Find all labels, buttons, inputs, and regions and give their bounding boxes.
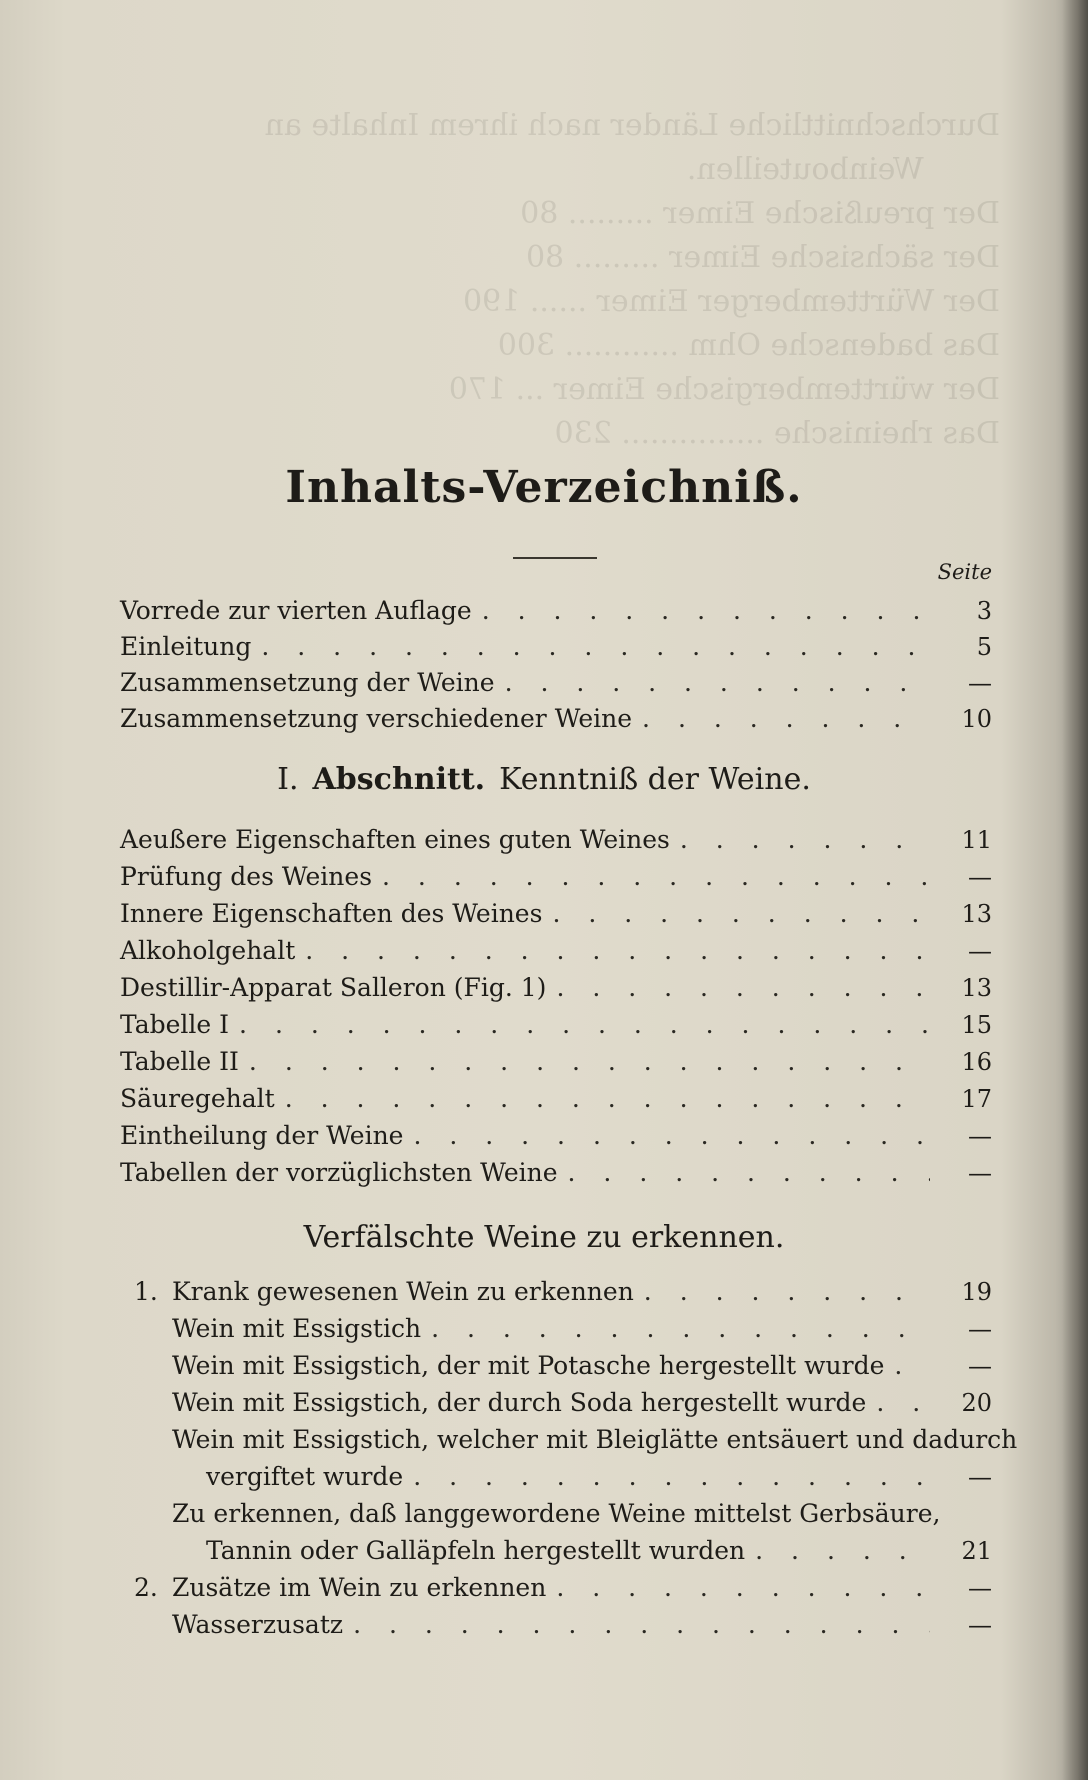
section-heading-2: Verfälschte Weine zu erkennen. bbox=[303, 1220, 785, 1255]
toc-entry-label: Krank gewesenen Wein zu erkennen bbox=[172, 1277, 634, 1306]
toc-entry bbox=[206, 1459, 992, 1495]
toc-entry-label: Zusammensetzung der Weine bbox=[120, 668, 495, 697]
toc-entry-label: Innere Eigenschaften des Weines bbox=[120, 899, 543, 928]
toc-entry-page: 19 bbox=[961, 1278, 992, 1306]
leader-dots bbox=[556, 1570, 930, 1606]
toc-entry-label: Zusätze im Wein zu erkennen bbox=[172, 1573, 547, 1602]
toc-entry bbox=[134, 1348, 992, 1384]
toc-entry bbox=[120, 593, 992, 629]
toc-entry-label: Säuregehalt bbox=[120, 1084, 275, 1113]
toc-entry-label: Tabelle II bbox=[120, 1047, 239, 1076]
leader-dots bbox=[353, 1607, 930, 1643]
toc-entry bbox=[120, 1118, 992, 1154]
toc-entry-label: Eintheilung der Weine bbox=[120, 1121, 404, 1150]
toc-entry bbox=[120, 822, 992, 858]
toc-entry bbox=[134, 1385, 992, 1421]
toc-entry-page: 17 bbox=[961, 1085, 992, 1113]
toc-entry-page: 15 bbox=[961, 1011, 992, 1039]
toc-entry-page: — bbox=[968, 1352, 992, 1380]
toc-entry-page: 20 bbox=[961, 1389, 992, 1417]
toc-entry-page: 13 bbox=[961, 900, 992, 928]
page-column-label: Seite bbox=[937, 560, 992, 584]
toc-entry bbox=[120, 665, 992, 701]
toc-entry bbox=[120, 1007, 992, 1043]
leader-dots bbox=[755, 1533, 930, 1569]
toc-entry-label: Einleitung bbox=[120, 632, 252, 661]
section-title: Kenntniß der Weine. bbox=[499, 762, 811, 797]
leader-dots bbox=[876, 1385, 930, 1421]
page-title: Inhalts-Verzeichniß. bbox=[285, 462, 803, 513]
toc-entry bbox=[120, 1044, 992, 1080]
toc-entry bbox=[120, 859, 992, 895]
leader-dots bbox=[285, 1081, 930, 1117]
toc-entry bbox=[134, 1274, 992, 1310]
leader-dots bbox=[680, 822, 930, 858]
toc-entry-page: 13 bbox=[961, 974, 992, 1002]
toc-entry-label: Zusammensetzung verschiedener Weine bbox=[120, 704, 633, 733]
toc-entry-label: Tannin oder Galläpfeln hergestellt wurden bbox=[206, 1536, 746, 1565]
title-rule bbox=[513, 557, 597, 559]
toc-entry-number: 1. bbox=[134, 1277, 158, 1306]
toc-entry-page: — bbox=[968, 669, 992, 697]
toc-entry-number: 2. bbox=[134, 1573, 158, 1602]
toc-entry bbox=[120, 629, 992, 665]
leader-dots bbox=[568, 1155, 930, 1191]
leader-dots bbox=[482, 593, 930, 629]
toc-entry bbox=[206, 1533, 992, 1569]
toc-entry-label: Wein mit Essigstich bbox=[172, 1314, 422, 1343]
toc-entry-label: Tabelle I bbox=[120, 1010, 230, 1039]
leader-dots bbox=[642, 701, 930, 737]
toc-entry-label: Aeußere Eigenschaften eines guten Weines bbox=[120, 825, 670, 854]
toc-entry-page: — bbox=[968, 1463, 992, 1491]
toc-entry-page: — bbox=[968, 1611, 992, 1639]
toc-entry-label: Tabellen der vorzüglichsten Weine bbox=[120, 1158, 558, 1187]
leader-dots bbox=[413, 1118, 930, 1154]
leader-dots bbox=[413, 1459, 930, 1495]
leader-dots bbox=[556, 970, 930, 1006]
leader-dots bbox=[305, 933, 930, 969]
leader-dots bbox=[644, 1274, 930, 1310]
section-label: Abschnitt. bbox=[312, 762, 486, 797]
leader-dots bbox=[382, 859, 930, 895]
toc-entry-label: Wein mit Essigstich, der durch Soda hergestellt wurde bbox=[172, 1388, 867, 1417]
toc-entry-page: 10 bbox=[961, 705, 992, 733]
toc-entry-label: vergiftet wurde bbox=[206, 1462, 404, 1491]
toc-entry-page: 3 bbox=[976, 597, 992, 625]
leader-dots bbox=[261, 629, 930, 665]
toc-entry-label: Wein mit Essigstich, der mit Potasche hergestellt wurde bbox=[172, 1351, 885, 1380]
leader-dots bbox=[552, 896, 930, 932]
toc-entry-label: Prüfung des Weines bbox=[120, 862, 373, 891]
toc-entry-page: 5 bbox=[976, 633, 992, 661]
toc-entry bbox=[134, 1607, 992, 1643]
toc-entry bbox=[120, 970, 992, 1006]
toc-entry-page: — bbox=[968, 1315, 992, 1343]
section-numeral: I. bbox=[277, 762, 299, 797]
toc-entry-page: — bbox=[968, 1122, 992, 1150]
section-heading-1 bbox=[0, 762, 1088, 797]
bleed-through-text: Durchschnittliche Länder nach ihrem Inhalte an Weinbouteillen. Der preußische Eimer ......... 80 Der sächsische Eimer ......... 80 Der Württemberger Eimer ...... 190 Das badensche Ohm ............ 300 Der württembergische Eimer ... 170 Das rheinische ............... 230 bbox=[264, 108, 1000, 451]
leader-dots bbox=[431, 1311, 930, 1347]
toc-entry bbox=[120, 701, 992, 737]
toc-entry-continued-line: Wein mit Essigstich, welcher mit Bleiglätte entsäuert und dadurch bbox=[172, 1425, 1018, 1454]
toc-entry-label: Destillir-Apparat Salleron (Fig. 1) bbox=[120, 973, 547, 1002]
toc-entry bbox=[134, 1570, 992, 1606]
toc-entry bbox=[120, 933, 992, 969]
toc-entry-continued-line: Zu erkennen, daß langgewordene Weine mittelst Gerbsäure, bbox=[172, 1499, 941, 1528]
toc-entry bbox=[134, 1311, 992, 1347]
leader-dots bbox=[239, 1007, 930, 1043]
toc-entry-page: 11 bbox=[961, 826, 992, 854]
toc-entry-label: Wasserzusatz bbox=[172, 1610, 344, 1639]
toc-entry-page: — bbox=[968, 863, 992, 891]
toc-entry-label: Vorrede zur vierten Auflage bbox=[120, 596, 472, 625]
leader-dots bbox=[249, 1044, 930, 1080]
toc-entry-page: — bbox=[968, 937, 992, 965]
leader-dots bbox=[505, 665, 930, 701]
toc-entry bbox=[120, 896, 992, 932]
toc-entry-page: — bbox=[968, 1159, 992, 1187]
toc-entry bbox=[120, 1155, 992, 1191]
toc-entry-page: — bbox=[968, 1574, 992, 1602]
leader-dots bbox=[894, 1348, 930, 1384]
toc-entry-page: 16 bbox=[961, 1048, 992, 1076]
toc-entry bbox=[120, 1081, 992, 1117]
toc-entry-label: Alkoholgehalt bbox=[120, 936, 296, 965]
page-edge-shadow bbox=[1062, 0, 1088, 1780]
toc-entry-page: 21 bbox=[961, 1537, 992, 1565]
